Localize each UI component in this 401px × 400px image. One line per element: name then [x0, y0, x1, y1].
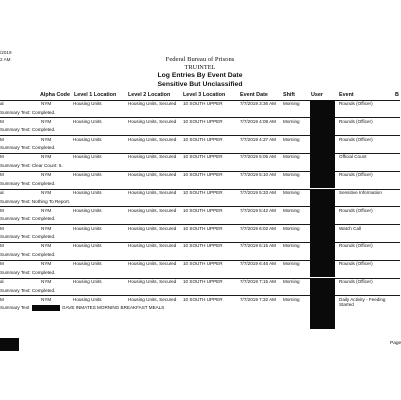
- cell-l2: Housing Units, Secured: [128, 279, 177, 284]
- cell-alpha: NYM: [41, 296, 52, 302]
- cell-date: 7/7/2019 7:32 AM: [240, 296, 277, 302]
- cell-l2: Housing Units, Secured: [128, 172, 177, 178]
- cell-date: 7/7/2019 4:37 AM: [240, 136, 277, 142]
- cell-l1: Housing Units: [73, 190, 102, 195]
- col-level1: Level 1 Location: [74, 92, 117, 98]
- report-time-fragment: 2 AM: [0, 57, 11, 62]
- cell-l3: 10 SOUTH UPPER: [183, 136, 223, 142]
- cell-l2: Housing Units, Secured: [128, 190, 177, 195]
- summary-text: Summary Text: Completed.: [0, 234, 56, 240]
- cell-date: 7/7/2019 5:05 AM: [240, 154, 277, 160]
- cell-l1: Housing Units: [73, 101, 102, 106]
- cell-alpha: NYM: [41, 172, 52, 178]
- cell-prefix: al: [0, 279, 4, 284]
- cell-shift: Morning: [283, 207, 300, 213]
- cell-l2: Housing Units, Secured: [128, 261, 177, 267]
- cell-shift: Morning: [283, 101, 300, 106]
- summary-text: Summary Text: Clear Count: 5.: [0, 162, 63, 168]
- user-redaction: [310, 260, 335, 278]
- cell-l3: 10 SOUTH UPPER: [183, 154, 223, 160]
- cell-event: Sensitive Information: [339, 190, 382, 195]
- summary-text: Summary Text: Completed.: [0, 145, 56, 151]
- cell-prefix: M: [0, 154, 4, 160]
- user-redaction: [310, 278, 335, 296]
- cell-date: 7/7/2019 3:36 AM: [240, 101, 277, 106]
- cell-l2: Housing Units, Secured: [128, 225, 177, 231]
- cell-alpha: NYM: [41, 207, 52, 213]
- cell-event: Daily Activity - Feeding Started: [339, 296, 386, 308]
- cell-prefix: M: [0, 207, 4, 213]
- cell-shift: Morning: [283, 225, 300, 231]
- cell-prefix: M: [0, 261, 4, 267]
- cell-l1: Housing Units: [73, 207, 102, 213]
- cell-shift: Morning: [283, 154, 300, 160]
- cell-date: 7/7/2019 6:15 AM: [240, 243, 277, 249]
- cell-l1: Housing Units: [73, 243, 102, 249]
- cell-event: Rounds (Officer): [339, 243, 373, 249]
- cell-l3: 10 SOUTH UPPER: [183, 279, 223, 284]
- cell-date: 7/7/2019 7:15 AM: [240, 279, 277, 284]
- classification-label: Sensitive But Unclassified: [157, 81, 243, 88]
- cell-event: Rounds (Officer): [339, 172, 373, 178]
- cell-l3: 10 SOUTH UPPER: [183, 243, 223, 249]
- col-level2: Level 2 Location: [128, 92, 171, 98]
- cell-event: Rounds (Officer): [339, 101, 373, 106]
- col-event-date: Event Date: [240, 92, 268, 98]
- report-date-fragment: /2019: [0, 50, 12, 55]
- page-label: Page: [390, 341, 401, 346]
- cell-alpha: NYM: [41, 190, 52, 195]
- cell-l1: Housing Units: [73, 296, 102, 302]
- col-b: B: [395, 92, 399, 98]
- user-redaction: [310, 206, 335, 224]
- summary-text: Summary Text: Completed.: [0, 127, 56, 133]
- summary-text: Summary Text: Completed.: [0, 180, 56, 186]
- cell-l3: 10 SOUTH UPPER: [183, 261, 223, 267]
- cell-event: Rounds (Officer): [339, 261, 373, 267]
- col-level3: Level 3 Location: [183, 92, 226, 98]
- col-event: Event: [339, 92, 354, 98]
- cell-alpha: NYM: [41, 225, 52, 231]
- cell-event: Rounds (Officer): [339, 118, 373, 124]
- cell-prefix: M: [0, 136, 4, 142]
- cell-l3: 10 SOUTH UPPER: [183, 207, 223, 213]
- cell-shift: Morning: [283, 136, 300, 142]
- cell-l3: 10 SOUTH UPPER: [183, 118, 223, 124]
- cell-alpha: NYM: [41, 261, 52, 267]
- cell-shift: Morning: [283, 279, 300, 284]
- cell-date: 7/7/2019 6:02 AM: [240, 225, 277, 231]
- cell-prefix: al: [0, 101, 4, 106]
- cell-alpha: NYM: [41, 136, 52, 142]
- cell-l1: Housing Units: [73, 261, 102, 267]
- report-title: Log Entries By Event Date: [157, 72, 243, 79]
- col-shift: Shift: [283, 92, 295, 98]
- cell-l1: Housing Units: [73, 279, 102, 284]
- footer-redaction: [0, 338, 19, 351]
- cell-prefix: M: [0, 225, 4, 231]
- cell-l2: Housing Units, Secured: [128, 243, 177, 249]
- cell-date: 7/7/2019 5:33 AM: [240, 190, 277, 195]
- cell-prefix: M: [0, 118, 4, 124]
- user-redaction: [310, 313, 335, 329]
- user-redaction: [310, 295, 335, 313]
- summary-text: Summary Text: Completed.: [0, 216, 56, 222]
- cell-event: Rounds (Officer): [339, 207, 373, 213]
- cell-l3: 10 SOUTH UPPER: [183, 296, 223, 302]
- cell-l3: 10 SOUTH UPPER: [183, 101, 223, 106]
- cell-l1: Housing Units: [73, 136, 102, 142]
- user-redaction: [310, 135, 335, 153]
- system-name: TRUINTEL: [184, 64, 216, 71]
- summary-text: Summary Text: Nothing To Report.: [0, 198, 71, 204]
- cell-shift: Morning: [283, 243, 300, 249]
- cell-event: Rounds (Officer): [339, 279, 373, 284]
- summary-text: Summary Text: [0, 305, 30, 311]
- cell-l2: Housing Units, Secured: [128, 207, 177, 213]
- cell-date: 7/7/2019 4:08 AM: [240, 118, 277, 124]
- cell-l1: Housing Units: [73, 118, 102, 124]
- user-redaction: [310, 224, 335, 242]
- user-redaction: [310, 242, 335, 260]
- cell-shift: Morning: [283, 296, 300, 302]
- cell-l2: Housing Units, Secured: [128, 136, 177, 142]
- user-redaction: [310, 153, 335, 171]
- col-alpha-code: Alpha Code: [40, 92, 70, 98]
- cell-l3: 10 SOUTH UPPER: [183, 190, 223, 195]
- summary-text: Summary Text: Completed.: [0, 287, 56, 293]
- cell-l2: Housing Units, Secured: [128, 118, 177, 124]
- cell-alpha: NYM: [41, 101, 52, 106]
- cell-shift: Morning: [283, 190, 300, 195]
- user-redaction: [310, 189, 335, 207]
- cell-date: 7/7/2019 5:10 AM: [240, 172, 277, 178]
- cell-alpha: NYM: [41, 243, 52, 249]
- cell-prefix: M: [0, 296, 4, 302]
- col-user: User: [311, 92, 323, 98]
- user-redaction: [310, 117, 335, 135]
- cell-l3: 10 SOUTH UPPER: [183, 172, 223, 178]
- cell-alpha: NYM: [41, 154, 52, 160]
- cell-prefix: M: [0, 172, 4, 178]
- cell-prefix: M: [0, 243, 4, 249]
- cell-l1: Housing Units: [73, 154, 102, 160]
- cell-l3: 10 SOUTH UPPER: [183, 225, 223, 231]
- agency-name: Federal Bureau of Prisons: [165, 56, 235, 63]
- cell-l2: Housing Units, Secured: [128, 154, 177, 160]
- user-redaction: [310, 100, 335, 118]
- summary-text: Summary Text: Completed.: [0, 269, 56, 275]
- cell-shift: Morning: [283, 261, 300, 267]
- cell-event: Rounds (Officer): [339, 136, 373, 142]
- summary-text: Summary Text: Completed.: [0, 251, 56, 257]
- summary-redaction: [32, 305, 60, 311]
- cell-shift: Morning: [283, 172, 300, 178]
- cell-l2: Housing Units, Secured: [128, 101, 177, 106]
- summary-tail-text: GAVE INMATES MORNING BREAKFAST MEALS: [62, 305, 165, 311]
- cell-alpha: NYM: [41, 279, 52, 284]
- cell-date: 7/7/2019 5:42 AM: [240, 207, 277, 213]
- cell-prefix: al: [0, 190, 4, 195]
- cell-l2: Housing Units, Secured: [128, 296, 177, 302]
- user-redaction: [310, 171, 335, 189]
- cell-l1: Housing Units: [73, 225, 102, 231]
- cell-l1: Housing Units: [73, 172, 102, 178]
- summary-text: Summary Text: Completed.: [0, 109, 56, 115]
- cell-event: Watch Call: [339, 225, 362, 231]
- cell-shift: Morning: [283, 118, 300, 124]
- cell-event: Official Count: [339, 154, 367, 160]
- cell-date: 7/7/2019 6:46 AM: [240, 261, 277, 267]
- cell-alpha: NYM: [41, 118, 52, 124]
